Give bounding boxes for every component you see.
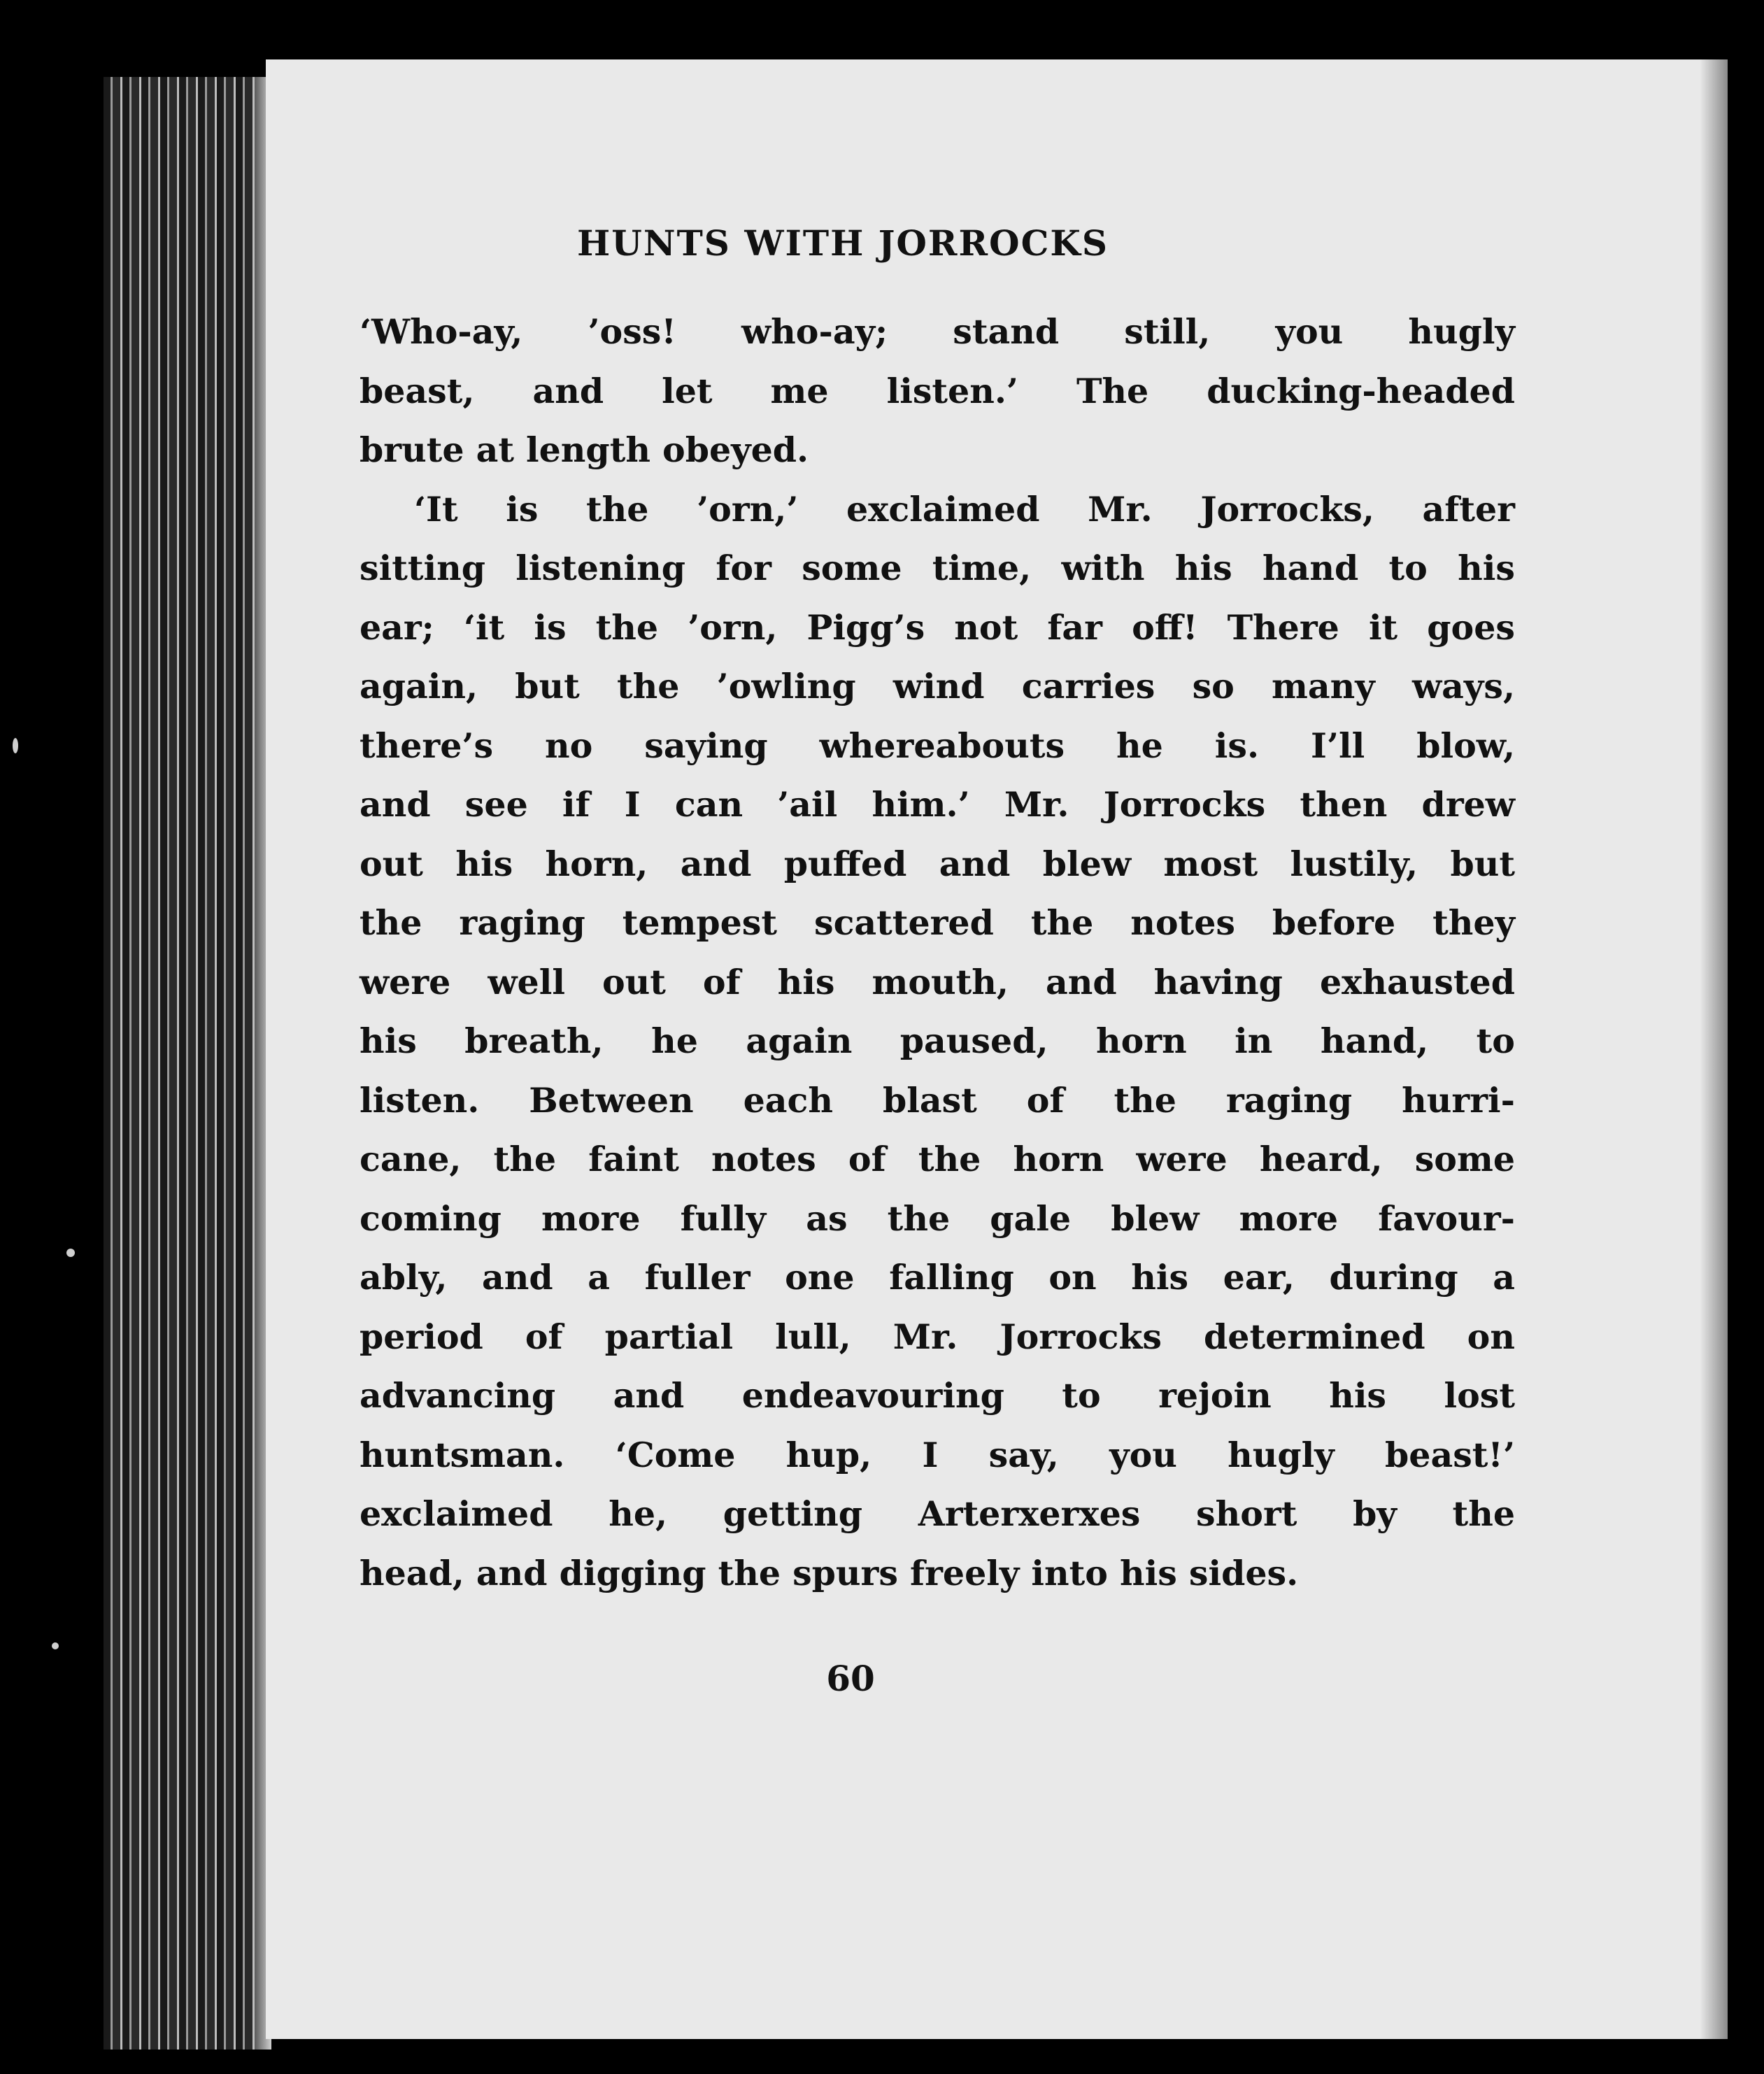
text-line: sitting listening for some time, with his hand to his	[360, 548, 1515, 588]
text-line: again, but the ’owling wind carries so many ways,	[360, 666, 1515, 706]
text-line: exclaimed he, getting Arterxerxes short by the	[360, 1493, 1515, 1534]
body-text	[360, 302, 1515, 1603]
running-head: HUNTS WITH JORROCKS	[577, 222, 1109, 264]
text-line: beast, and let me listen.’ The ducking-headed	[360, 370, 1515, 411]
scan-speck	[52, 1642, 59, 1649]
text-line: the raging tempest scattered the notes before they	[360, 902, 1515, 943]
text-line: were well out of his mouth, and having exhausted	[360, 961, 1515, 1002]
text-line: there’s no saying whereabouts he is. I’ll blow,	[360, 725, 1515, 766]
text-line: huntsman. ‘Come hup, I say, you hugly beast!’	[360, 1434, 1515, 1475]
text-line: ably, and a fuller one falling on his ear, during a	[360, 1257, 1515, 1298]
text-line: advancing and endeavouring to rejoin his lost	[360, 1375, 1515, 1416]
text-line: head, and digging the spurs freely into his sides.	[360, 1552, 1299, 1593]
text-line: coming more fully as the gale blew more favour-	[360, 1198, 1515, 1239]
text-line: his breath, he again paused, horn in hand, to	[360, 1021, 1515, 1061]
book-page-edges	[104, 77, 271, 2050]
text-line: cane, the faint notes of the horn were heard, some	[360, 1139, 1515, 1179]
scan-speck	[13, 738, 18, 753]
scan-speck	[66, 1249, 75, 1257]
text-line: listen. Between each blast of the raging hurri-	[360, 1079, 1515, 1121]
text-line: period of partial lull, Mr. Jorrocks determined on	[360, 1316, 1515, 1357]
text-line: and see if I can ’ail him.’ Mr. Jorrocks then drew	[360, 784, 1515, 825]
page-number: 60	[826, 1658, 875, 1699]
text-line: ‘It is the ’orn,’ exclaimed Mr. Jorrocks, after	[414, 488, 1515, 530]
text-line: brute at length obeyed.	[360, 429, 809, 470]
text-line: out his horn, and puffed and blew most lustily, but	[360, 843, 1515, 884]
text-line: ‘Who-ay, ’oss! who-ay; stand still, you hugly	[360, 311, 1515, 352]
text-line: ear; ‘it is the ’orn, Pigg’s not far off! There it goes	[360, 606, 1515, 648]
